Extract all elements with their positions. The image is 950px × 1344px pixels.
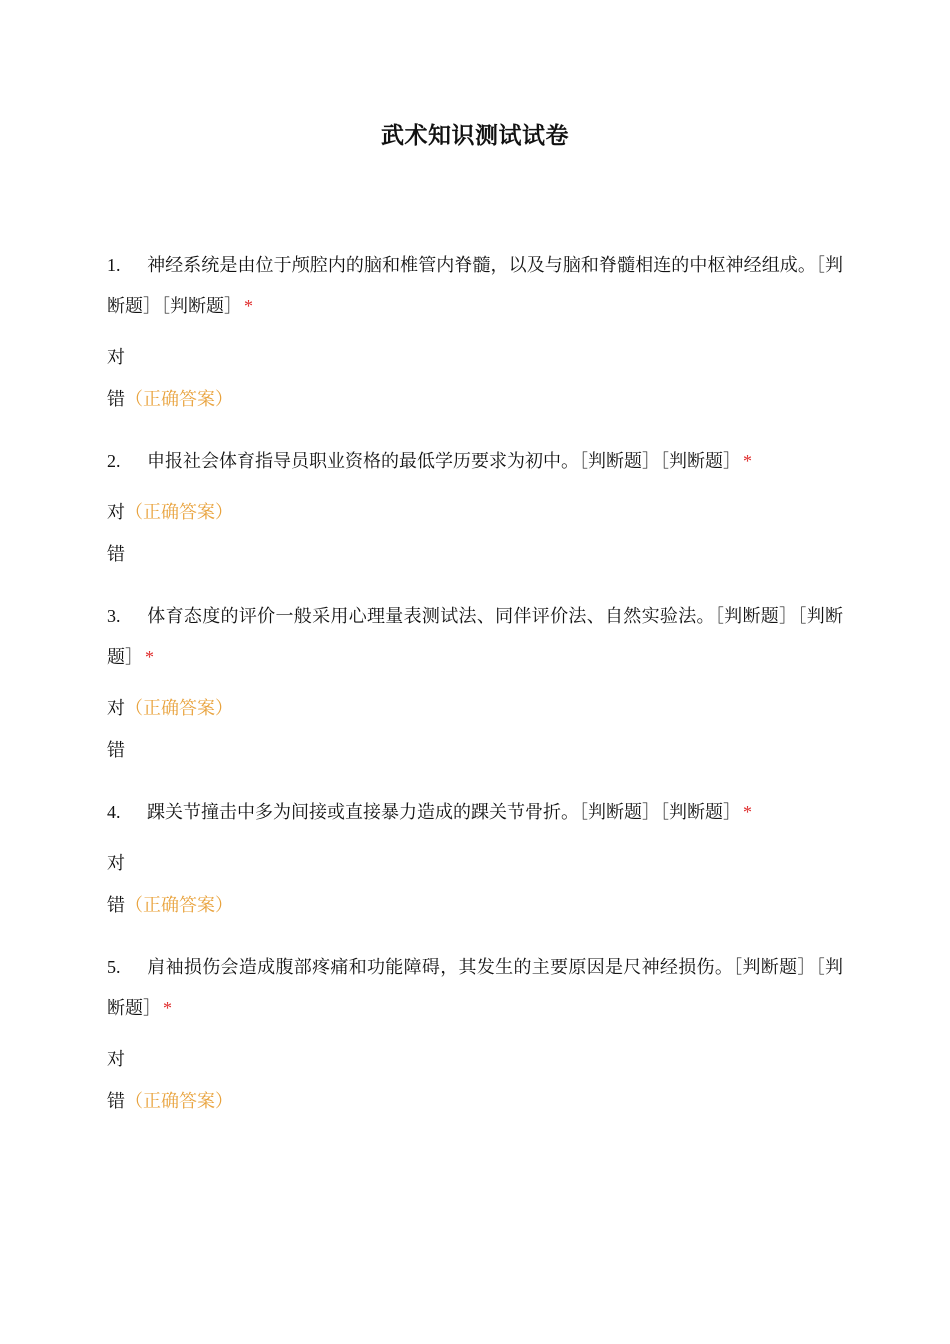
required-marker: *: [743, 802, 752, 822]
option-label: 对: [107, 1049, 125, 1070]
answer-option[interactable]: [107, 885, 843, 927]
option-list: [107, 1039, 843, 1123]
option-label: 对: [107, 502, 125, 523]
option-list: [107, 337, 843, 421]
question-item: [107, 245, 843, 421]
option-list: [107, 492, 843, 576]
question-item: [107, 441, 843, 576]
answer-option[interactable]: [107, 379, 843, 421]
question-number: 5.: [107, 957, 121, 977]
correct-answer-tag: （正确答案）: [125, 698, 233, 719]
correct-answer-tag: （正确答案）: [125, 389, 233, 410]
correct-answer-tag: （正确答案）: [125, 895, 233, 916]
question-stem: [107, 596, 843, 678]
page-title: 武术知识测试试卷: [381, 123, 569, 149]
option-label: 错: [107, 740, 125, 761]
answer-option[interactable]: [107, 337, 843, 379]
answer-option[interactable]: [107, 730, 843, 772]
question-text: 踝关节撞击中多为间接或直接暴力造成的踝关节骨折。［判断题］［判断题］: [147, 802, 741, 823]
question-stem: [107, 947, 843, 1029]
question-text: 申报社会体育指导员职业资格的最低学历要求为初中。［判断题］［判断题］: [147, 451, 741, 472]
option-label: 对: [107, 698, 125, 719]
option-list: [107, 843, 843, 927]
required-marker: *: [145, 647, 154, 667]
option-label: 错: [107, 1091, 125, 1112]
option-label: 错: [107, 895, 125, 916]
option-label: 对: [107, 853, 125, 874]
question-stem: [107, 792, 843, 833]
question-item: [107, 596, 843, 772]
required-marker: *: [244, 296, 253, 316]
required-marker: *: [163, 998, 172, 1018]
question-number: 2.: [107, 451, 121, 471]
answer-option[interactable]: [107, 492, 843, 534]
question-item: [107, 792, 843, 927]
answer-option[interactable]: [107, 688, 843, 730]
question-item: [107, 947, 843, 1123]
option-label: 错: [107, 544, 125, 565]
answer-option[interactable]: [107, 534, 843, 576]
question-number: 3.: [107, 606, 121, 626]
required-marker: *: [743, 451, 752, 471]
answer-option[interactable]: [107, 843, 843, 885]
answer-option[interactable]: [107, 1081, 843, 1123]
option-list: [107, 688, 843, 772]
question-text: 肩袖损伤会造成腹部疼痛和功能障碍，其发生的主要原因是尺神经损伤。［判断题］［判断题］: [107, 957, 843, 1019]
correct-answer-tag: （正确答案）: [125, 502, 233, 523]
question-stem: [107, 441, 843, 482]
question-list: [107, 245, 843, 1143]
option-label: 错: [107, 389, 125, 410]
question-text: 神经系统是由位于颅腔内的脑和椎管内脊髓，以及与脑和脊髓相连的中枢神经组成。［判断题］［判断题］: [107, 255, 843, 317]
question-number: 4.: [107, 802, 121, 822]
question-number: 1.: [107, 255, 121, 275]
question-text: 体育态度的评价一般采用心理量表测试法、同伴评价法、自然实验法。［判断题］［判断题］: [107, 606, 843, 668]
option-label: 对: [107, 347, 125, 368]
question-stem: [107, 245, 843, 327]
answer-option[interactable]: [107, 1039, 843, 1081]
correct-answer-tag: （正确答案）: [125, 1091, 233, 1112]
